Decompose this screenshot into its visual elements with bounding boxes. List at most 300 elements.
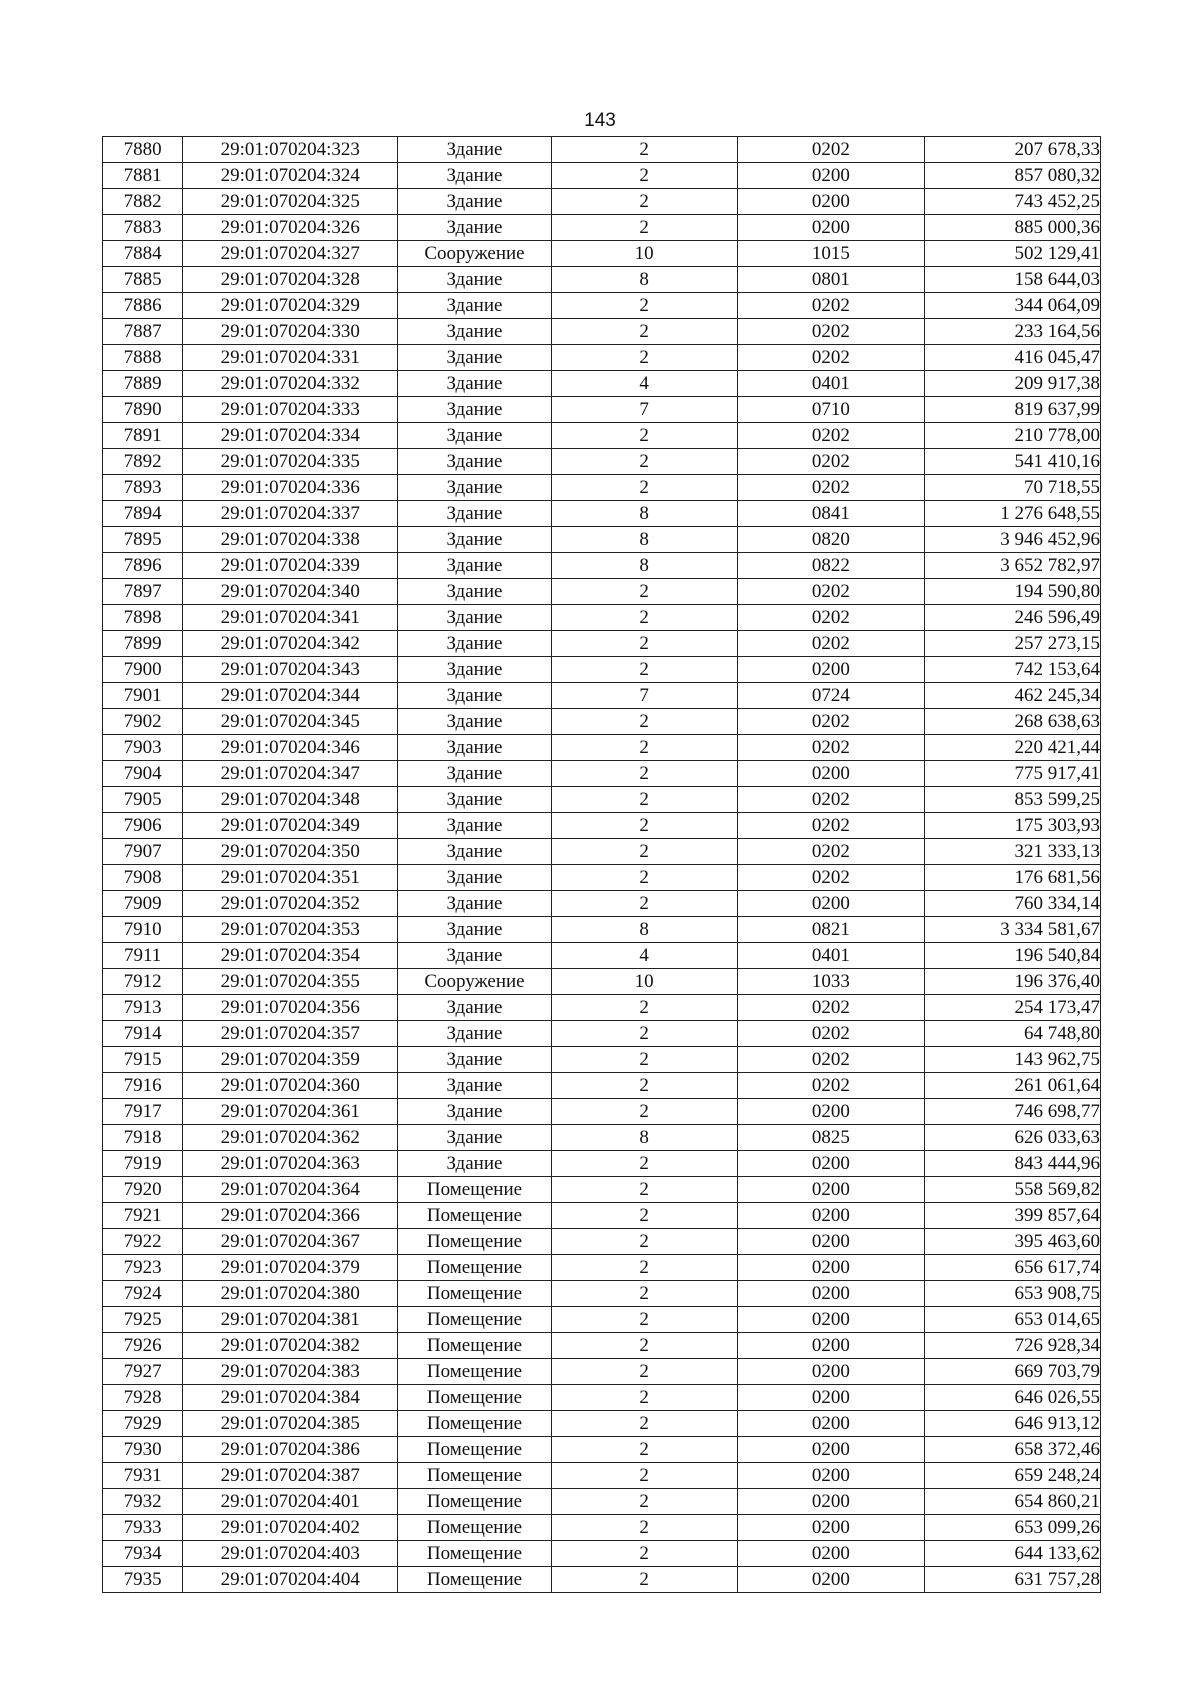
row-number-cell: 7906 <box>103 813 183 839</box>
object-type-cell: Здание <box>398 605 552 631</box>
cadastral-number-cell: 29:01:070204:386 <box>183 1437 398 1463</box>
subgroup-code-cell: 0202 <box>737 475 925 501</box>
cadastral-number-cell: 29:01:070204:357 <box>183 1021 398 1047</box>
row-number-cell: 7915 <box>103 1047 183 1073</box>
cadastral-number-cell: 29:01:070204:353 <box>183 917 398 943</box>
table-row <box>103 1385 1101 1411</box>
cadastral-number-cell: 29:01:070204:326 <box>183 215 398 241</box>
cadastral-value-cell: 3 946 452,96 <box>925 527 1101 553</box>
object-type-cell: Здание <box>398 839 552 865</box>
cadastral-value-cell: 257 273,15 <box>925 631 1101 657</box>
subgroup-code-cell: 0822 <box>737 553 925 579</box>
table-row <box>103 865 1101 891</box>
cadastral-number-cell: 29:01:070204:366 <box>183 1203 398 1229</box>
object-type-cell: Здание <box>398 345 552 371</box>
cadastral-number-cell: 29:01:070204:342 <box>183 631 398 657</box>
group-cell: 8 <box>551 1125 737 1151</box>
subgroup-code-cell: 0801 <box>737 267 925 293</box>
cadastral-value-cell: 646 026,55 <box>925 1385 1101 1411</box>
table-row <box>103 995 1101 1021</box>
group-cell: 2 <box>551 475 737 501</box>
object-type-cell: Здание <box>398 371 552 397</box>
row-number-cell: 7888 <box>103 345 183 371</box>
object-type-cell: Здание <box>398 631 552 657</box>
row-number-cell: 7884 <box>103 241 183 267</box>
group-cell: 2 <box>551 1203 737 1229</box>
object-type-cell: Здание <box>398 163 552 189</box>
table-row <box>103 1489 1101 1515</box>
cadastral-value-cell: 233 164,56 <box>925 319 1101 345</box>
table-row <box>103 709 1101 735</box>
object-type-cell: Здание <box>398 657 552 683</box>
cadastral-value-cell: 3 334 581,67 <box>925 917 1101 943</box>
cadastral-number-cell: 29:01:070204:404 <box>183 1567 398 1593</box>
row-number-cell: 7911 <box>103 943 183 969</box>
object-type-cell: Здание <box>398 137 552 163</box>
row-number-cell: 7885 <box>103 267 183 293</box>
table-row <box>103 241 1101 267</box>
object-type-cell: Здание <box>398 865 552 891</box>
object-type-cell: Здание <box>398 319 552 345</box>
group-cell: 2 <box>551 1021 737 1047</box>
cadastral-value-cell: 853 599,25 <box>925 787 1101 813</box>
subgroup-code-cell: 0202 <box>737 137 925 163</box>
object-type-cell: Здание <box>398 215 552 241</box>
subgroup-code-cell: 0202 <box>737 709 925 735</box>
cadastral-number-cell: 29:01:070204:346 <box>183 735 398 761</box>
group-cell: 2 <box>551 319 737 345</box>
row-number-cell: 7931 <box>103 1463 183 1489</box>
table-row <box>103 1047 1101 1073</box>
row-number-cell: 7883 <box>103 215 183 241</box>
cadastral-number-cell: 29:01:070204:329 <box>183 293 398 319</box>
object-type-cell: Здание <box>398 1151 552 1177</box>
cadastral-number-cell: 29:01:070204:364 <box>183 1177 398 1203</box>
group-cell: 2 <box>551 1255 737 1281</box>
group-cell: 8 <box>551 527 737 553</box>
table-row <box>103 1333 1101 1359</box>
row-number-cell: 7896 <box>103 553 183 579</box>
cadastral-number-cell: 29:01:070204:335 <box>183 449 398 475</box>
cadastral-value-cell: 726 928,34 <box>925 1333 1101 1359</box>
subgroup-code-cell: 0200 <box>737 1567 925 1593</box>
cadastral-number-cell: 29:01:070204:381 <box>183 1307 398 1333</box>
object-type-cell: Здание <box>398 527 552 553</box>
table-row <box>103 813 1101 839</box>
subgroup-code-cell: 0200 <box>737 1463 925 1489</box>
group-cell: 2 <box>551 189 737 215</box>
row-number-cell: 7907 <box>103 839 183 865</box>
object-type-cell: Здание <box>398 761 552 787</box>
object-type-cell: Помещение <box>398 1385 552 1411</box>
cadastral-number-cell: 29:01:070204:337 <box>183 501 398 527</box>
subgroup-code-cell: 0202 <box>737 423 925 449</box>
object-type-cell: Здание <box>398 553 552 579</box>
group-cell: 2 <box>551 787 737 813</box>
row-number-cell: 7909 <box>103 891 183 917</box>
table-row <box>103 345 1101 371</box>
table-row <box>103 1463 1101 1489</box>
cadastral-value-cell: 70 718,55 <box>925 475 1101 501</box>
table-row <box>103 1203 1101 1229</box>
cadastral-number-cell: 29:01:070204:350 <box>183 839 398 865</box>
row-number-cell: 7933 <box>103 1515 183 1541</box>
cadastral-value-cell: 658 372,46 <box>925 1437 1101 1463</box>
table-row <box>103 1255 1101 1281</box>
subgroup-code-cell: 0202 <box>737 787 925 813</box>
object-type-cell: Здание <box>398 1047 552 1073</box>
group-cell: 4 <box>551 943 737 969</box>
table-row <box>103 137 1101 163</box>
cadastral-value-table <box>102 136 1101 1593</box>
cadastral-number-cell: 29:01:070204:402 <box>183 1515 398 1541</box>
row-number-cell: 7916 <box>103 1073 183 1099</box>
cadastral-number-cell: 29:01:070204:339 <box>183 553 398 579</box>
object-type-cell: Здание <box>398 449 552 475</box>
object-type-cell: Сооружение <box>398 969 552 995</box>
row-number-cell: 7928 <box>103 1385 183 1411</box>
subgroup-code-cell: 0202 <box>737 995 925 1021</box>
group-cell: 2 <box>551 709 737 735</box>
group-cell: 2 <box>551 1281 737 1307</box>
cadastral-value-cell: 653 908,75 <box>925 1281 1101 1307</box>
cadastral-number-cell: 29:01:070204:331 <box>183 345 398 371</box>
subgroup-code-cell: 0202 <box>737 345 925 371</box>
cadastral-value-cell: 64 748,80 <box>925 1021 1101 1047</box>
row-number-cell: 7932 <box>103 1489 183 1515</box>
row-number-cell: 7925 <box>103 1307 183 1333</box>
cadastral-number-cell: 29:01:070204:328 <box>183 267 398 293</box>
subgroup-code-cell: 0200 <box>737 1515 925 1541</box>
table-row <box>103 1073 1101 1099</box>
cadastral-number-cell: 29:01:070204:360 <box>183 1073 398 1099</box>
group-cell: 2 <box>551 579 737 605</box>
cadastral-value-cell: 656 617,74 <box>925 1255 1101 1281</box>
group-cell: 7 <box>551 683 737 709</box>
subgroup-code-cell: 0710 <box>737 397 925 423</box>
cadastral-value-cell: 395 463,60 <box>925 1229 1101 1255</box>
cadastral-value-cell: 760 334,14 <box>925 891 1101 917</box>
table-row <box>103 1151 1101 1177</box>
group-cell: 2 <box>551 449 737 475</box>
row-number-cell: 7927 <box>103 1359 183 1385</box>
cadastral-value-cell: 399 857,64 <box>925 1203 1101 1229</box>
cadastral-value-cell: 254 173,47 <box>925 995 1101 1021</box>
row-number-cell: 7891 <box>103 423 183 449</box>
group-cell: 2 <box>551 735 737 761</box>
subgroup-code-cell: 0200 <box>737 1541 925 1567</box>
cadastral-value-cell: 158 644,03 <box>925 267 1101 293</box>
table-row <box>103 449 1101 475</box>
cadastral-value-cell: 669 703,79 <box>925 1359 1101 1385</box>
table-row <box>103 553 1101 579</box>
object-type-cell: Помещение <box>398 1177 552 1203</box>
subgroup-code-cell: 0820 <box>737 527 925 553</box>
subgroup-code-cell: 0200 <box>737 1385 925 1411</box>
subgroup-code-cell: 0200 <box>737 1151 925 1177</box>
subgroup-code-cell: 0401 <box>737 371 925 397</box>
object-type-cell: Помещение <box>398 1359 552 1385</box>
cadastral-value-cell: 196 540,84 <box>925 943 1101 969</box>
subgroup-code-cell: 0202 <box>737 1073 925 1099</box>
cadastral-value-cell: 857 080,32 <box>925 163 1101 189</box>
cadastral-value-cell: 653 099,26 <box>925 1515 1101 1541</box>
object-type-cell: Здание <box>398 995 552 1021</box>
cadastral-number-cell: 29:01:070204:323 <box>183 137 398 163</box>
row-number-cell: 7890 <box>103 397 183 423</box>
table-body <box>103 137 1101 1593</box>
cadastral-value-cell: 416 045,47 <box>925 345 1101 371</box>
row-number-cell: 7912 <box>103 969 183 995</box>
cadastral-number-cell: 29:01:070204:325 <box>183 189 398 215</box>
subgroup-code-cell: 0200 <box>737 1229 925 1255</box>
cadastral-value-cell: 220 421,44 <box>925 735 1101 761</box>
cadastral-number-cell: 29:01:070204:382 <box>183 1333 398 1359</box>
group-cell: 2 <box>551 1177 737 1203</box>
group-cell: 2 <box>551 631 737 657</box>
object-type-cell: Помещение <box>398 1203 552 1229</box>
cadastral-number-cell: 29:01:070204:379 <box>183 1255 398 1281</box>
subgroup-code-cell: 0724 <box>737 683 925 709</box>
cadastral-number-cell: 29:01:070204:333 <box>183 397 398 423</box>
cadastral-value-cell: 1 276 648,55 <box>925 501 1101 527</box>
row-number-cell: 7881 <box>103 163 183 189</box>
object-type-cell: Здание <box>398 423 552 449</box>
cadastral-number-cell: 29:01:070204:340 <box>183 579 398 605</box>
group-cell: 2 <box>551 761 737 787</box>
table-row <box>103 1515 1101 1541</box>
row-number-cell: 7887 <box>103 319 183 345</box>
cadastral-value-cell: 819 637,99 <box>925 397 1101 423</box>
object-type-cell: Помещение <box>398 1281 552 1307</box>
group-cell: 8 <box>551 917 737 943</box>
table-row <box>103 1021 1101 1047</box>
subgroup-code-cell: 0200 <box>737 1255 925 1281</box>
cadastral-number-cell: 29:01:070204:327 <box>183 241 398 267</box>
table-row <box>103 293 1101 319</box>
subgroup-code-cell: 0202 <box>737 319 925 345</box>
cadastral-number-cell: 29:01:070204:385 <box>183 1411 398 1437</box>
cadastral-value-cell: 207 678,33 <box>925 137 1101 163</box>
cadastral-number-cell: 29:01:070204:362 <box>183 1125 398 1151</box>
table-row <box>103 1359 1101 1385</box>
cadastral-value-cell: 143 962,75 <box>925 1047 1101 1073</box>
cadastral-value-cell: 261 061,64 <box>925 1073 1101 1099</box>
cadastral-value-cell: 631 757,28 <box>925 1567 1101 1593</box>
row-number-cell: 7882 <box>103 189 183 215</box>
table-row <box>103 1307 1101 1333</box>
object-type-cell: Здание <box>398 683 552 709</box>
row-number-cell: 7905 <box>103 787 183 813</box>
row-number-cell: 7897 <box>103 579 183 605</box>
group-cell: 2 <box>551 1541 737 1567</box>
table-row <box>103 657 1101 683</box>
cadastral-value-cell: 659 248,24 <box>925 1463 1101 1489</box>
object-type-cell: Здание <box>398 397 552 423</box>
object-type-cell: Здание <box>398 943 552 969</box>
subgroup-code-cell: 1033 <box>737 969 925 995</box>
row-number-cell: 7910 <box>103 917 183 943</box>
subgroup-code-cell: 0200 <box>737 1307 925 1333</box>
table-row <box>103 1229 1101 1255</box>
table-row <box>103 163 1101 189</box>
group-cell: 2 <box>551 995 737 1021</box>
subgroup-code-cell: 0200 <box>737 657 925 683</box>
cadastral-number-cell: 29:01:070204:367 <box>183 1229 398 1255</box>
group-cell: 2 <box>551 891 737 917</box>
group-cell: 2 <box>551 865 737 891</box>
group-cell: 7 <box>551 397 737 423</box>
group-cell: 2 <box>551 293 737 319</box>
table-row <box>103 1281 1101 1307</box>
cadastral-number-cell: 29:01:070204:352 <box>183 891 398 917</box>
subgroup-code-cell: 0202 <box>737 1021 925 1047</box>
cadastral-number-cell: 29:01:070204:334 <box>183 423 398 449</box>
group-cell: 8 <box>551 501 737 527</box>
cadastral-number-cell: 29:01:070204:354 <box>183 943 398 969</box>
cadastral-value-cell: 268 638,63 <box>925 709 1101 735</box>
subgroup-code-cell: 0200 <box>737 215 925 241</box>
table-row <box>103 787 1101 813</box>
table-row <box>103 683 1101 709</box>
row-number-cell: 7880 <box>103 137 183 163</box>
cadastral-value-cell: 743 452,25 <box>925 189 1101 215</box>
subgroup-code-cell: 0200 <box>737 1333 925 1359</box>
group-cell: 2 <box>551 1463 737 1489</box>
cadastral-number-cell: 29:01:070204:383 <box>183 1359 398 1385</box>
table-row <box>103 215 1101 241</box>
cadastral-number-cell: 29:01:070204:348 <box>183 787 398 813</box>
row-number-cell: 7898 <box>103 605 183 631</box>
row-number-cell: 7900 <box>103 657 183 683</box>
row-number-cell: 7893 <box>103 475 183 501</box>
cadastral-value-cell: 558 569,82 <box>925 1177 1101 1203</box>
subgroup-code-cell: 0202 <box>737 605 925 631</box>
group-cell: 10 <box>551 241 737 267</box>
group-cell: 2 <box>551 1515 737 1541</box>
row-number-cell: 7908 <box>103 865 183 891</box>
row-number-cell: 7914 <box>103 1021 183 1047</box>
row-number-cell: 7929 <box>103 1411 183 1437</box>
table-row <box>103 423 1101 449</box>
subgroup-code-cell: 0821 <box>737 917 925 943</box>
object-type-cell: Помещение <box>398 1229 552 1255</box>
group-cell: 2 <box>551 813 737 839</box>
cadastral-value-cell: 176 681,56 <box>925 865 1101 891</box>
object-type-cell: Здание <box>398 475 552 501</box>
group-cell: 2 <box>551 215 737 241</box>
cadastral-number-cell: 29:01:070204:324 <box>183 163 398 189</box>
cadastral-number-cell: 29:01:070204:384 <box>183 1385 398 1411</box>
object-type-cell: Здание <box>398 501 552 527</box>
group-cell: 2 <box>551 1307 737 1333</box>
group-cell: 2 <box>551 1385 737 1411</box>
object-type-cell: Помещение <box>398 1489 552 1515</box>
cadastral-number-cell: 29:01:070204:332 <box>183 371 398 397</box>
table-row <box>103 189 1101 215</box>
row-number-cell: 7935 <box>103 1567 183 1593</box>
cadastral-number-cell: 29:01:070204:387 <box>183 1463 398 1489</box>
cadastral-number-cell: 29:01:070204:338 <box>183 527 398 553</box>
object-type-cell: Здание <box>398 1125 552 1151</box>
cadastral-number-cell: 29:01:070204:347 <box>183 761 398 787</box>
table-row <box>103 761 1101 787</box>
group-cell: 2 <box>551 605 737 631</box>
subgroup-code-cell: 0202 <box>737 293 925 319</box>
table-row <box>103 1411 1101 1437</box>
table-row <box>103 1437 1101 1463</box>
subgroup-code-cell: 0200 <box>737 1281 925 1307</box>
subgroup-code-cell: 0200 <box>737 1099 925 1125</box>
cadastral-value-cell: 209 917,38 <box>925 371 1101 397</box>
group-cell: 2 <box>551 1099 737 1125</box>
cadastral-value-cell: 344 064,09 <box>925 293 1101 319</box>
cadastral-value-cell: 775 917,41 <box>925 761 1101 787</box>
table-row <box>103 1099 1101 1125</box>
row-number-cell: 7894 <box>103 501 183 527</box>
row-number-cell: 7917 <box>103 1099 183 1125</box>
table-row <box>103 371 1101 397</box>
subgroup-code-cell: 0200 <box>737 1359 925 1385</box>
table-row <box>103 735 1101 761</box>
object-type-cell: Здание <box>398 891 552 917</box>
object-type-cell: Помещение <box>398 1411 552 1437</box>
table-row <box>103 579 1101 605</box>
table-row <box>103 605 1101 631</box>
object-type-cell: Сооружение <box>398 241 552 267</box>
cadastral-value-cell: 210 778,00 <box>925 423 1101 449</box>
cadastral-value-cell: 321 333,13 <box>925 839 1101 865</box>
group-cell: 2 <box>551 1359 737 1385</box>
row-number-cell: 7904 <box>103 761 183 787</box>
group-cell: 2 <box>551 1489 737 1515</box>
object-type-cell: Здание <box>398 293 552 319</box>
object-type-cell: Помещение <box>398 1307 552 1333</box>
cadastral-value-cell: 3 652 782,97 <box>925 553 1101 579</box>
object-type-cell: Здание <box>398 813 552 839</box>
cadastral-value-cell: 654 860,21 <box>925 1489 1101 1515</box>
object-type-cell: Помещение <box>398 1541 552 1567</box>
object-type-cell: Здание <box>398 709 552 735</box>
table-row <box>103 1567 1101 1593</box>
cadastral-number-cell: 29:01:070204:330 <box>183 319 398 345</box>
table-row <box>103 1541 1101 1567</box>
cadastral-number-cell: 29:01:070204:349 <box>183 813 398 839</box>
subgroup-code-cell: 0200 <box>737 1411 925 1437</box>
object-type-cell: Здание <box>398 735 552 761</box>
group-cell: 4 <box>551 371 737 397</box>
subgroup-code-cell: 0825 <box>737 1125 925 1151</box>
object-type-cell: Здание <box>398 1073 552 1099</box>
cadastral-number-cell: 29:01:070204:359 <box>183 1047 398 1073</box>
subgroup-code-cell: 0200 <box>737 189 925 215</box>
object-type-cell: Здание <box>398 917 552 943</box>
table-row <box>103 631 1101 657</box>
row-number-cell: 7892 <box>103 449 183 475</box>
row-number-cell: 7926 <box>103 1333 183 1359</box>
subgroup-code-cell: 0200 <box>737 1437 925 1463</box>
cadastral-number-cell: 29:01:070204:363 <box>183 1151 398 1177</box>
group-cell: 2 <box>551 1411 737 1437</box>
table-row <box>103 397 1101 423</box>
row-number-cell: 7886 <box>103 293 183 319</box>
cadastral-number-cell: 29:01:070204:403 <box>183 1541 398 1567</box>
cadastral-number-cell: 29:01:070204:336 <box>183 475 398 501</box>
row-number-cell: 7903 <box>103 735 183 761</box>
group-cell: 2 <box>551 345 737 371</box>
object-type-cell: Помещение <box>398 1333 552 1359</box>
row-number-cell: 7924 <box>103 1281 183 1307</box>
